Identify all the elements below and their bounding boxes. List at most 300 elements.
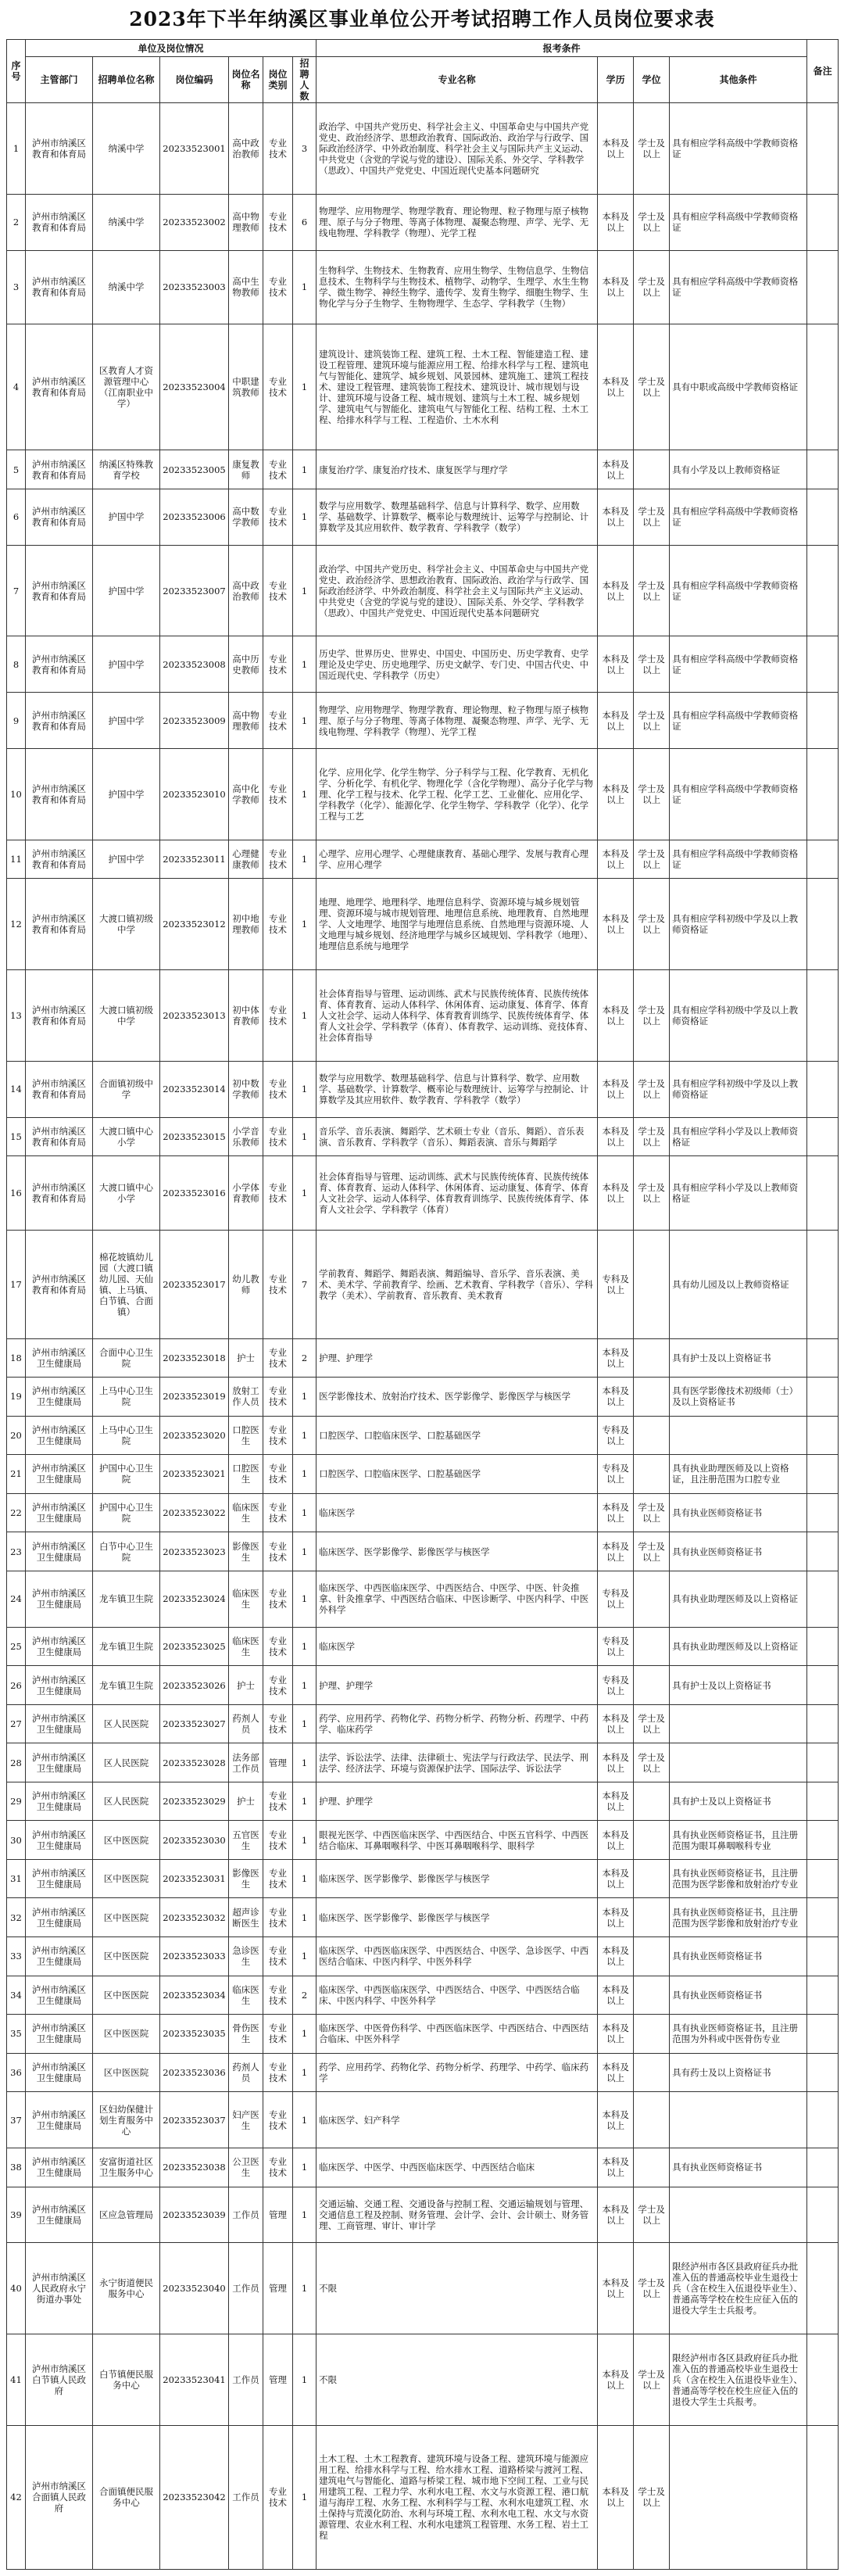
cell-post: 影像医生: [229, 1859, 263, 1898]
cell-unit: 大渡口镇初级中学: [93, 970, 160, 1062]
cell-num: 1: [293, 1821, 316, 1860]
cell-remark: [807, 1976, 839, 2015]
cell-other: 具有中职或高级中学教师资格证: [670, 324, 807, 450]
cell-unit: 永宁街道便民服务中心: [93, 2243, 160, 2334]
cell-num: 1: [293, 1493, 316, 1532]
cell-remark: [807, 2243, 839, 2334]
cell-other: 具有执业助理医师及以上资格证: [670, 1627, 807, 1666]
table-row: [7, 2053, 839, 2092]
cell-remark: [807, 1117, 839, 1156]
cell-unit: 区中医医院: [93, 1976, 160, 2015]
cell-major: 药学、应用药学、药物化学、药物分析学、药物分析、药理学、中药学、临床药学: [316, 1704, 598, 1743]
cell-other: 具有执业医师资格证书: [670, 1936, 807, 1976]
cell-other: 具有相应学科高级中学教师资格证: [670, 489, 807, 545]
cell-unit: 护国中学: [93, 693, 160, 749]
cell-type: 专业技术: [263, 1666, 293, 1705]
cell-other: [670, 1743, 807, 1782]
cell-seq: 31: [7, 1859, 26, 1898]
table-body: [7, 103, 839, 2570]
cell-code: 20233523038: [160, 2148, 229, 2187]
cell-type: 专业技术: [263, 1627, 293, 1666]
cell-major: 临床医学、中医学、中西医临床医学、中西医结合临床: [316, 2148, 598, 2187]
cell-code: 20233523007: [160, 545, 229, 636]
cell-seq: 25: [7, 1627, 26, 1666]
table-row: [7, 1230, 839, 1338]
cell-seq: 10: [7, 749, 26, 840]
table-row: [7, 1743, 839, 1782]
table-row: [7, 1156, 839, 1230]
cell-post: 高中物理教师: [229, 194, 263, 250]
cell-unit: 白节镇便民服务中心: [93, 2334, 160, 2426]
cell-other: 具有相应学科高级中学教师资格证: [670, 194, 807, 250]
cell-seq: 38: [7, 2148, 26, 2187]
cell-seq: 8: [7, 636, 26, 693]
cell-post: 临床医生: [229, 1627, 263, 1666]
cell-dept: 泸州市纳溪区卫生健康局: [26, 1821, 93, 1860]
cell-code: 20233523036: [160, 2053, 229, 2092]
cell-dept: 泸州市纳溪区教育和体育局: [26, 636, 93, 693]
cell-num: 1: [293, 1627, 316, 1666]
cell-num: 1: [293, 1416, 316, 1455]
cell-dept: 泸州市纳溪区教育和体育局: [26, 450, 93, 489]
cell-other: 具有执业医师资格证书，且注册范围为医学影像和放射治疗专业: [670, 1859, 807, 1898]
cell-post: 初中体育教师: [229, 970, 263, 1062]
cell-code: 20233523037: [160, 2092, 229, 2148]
cell-unit: 区中医医院: [93, 1859, 160, 1898]
cell-post: 临床医生: [229, 1493, 263, 1532]
cell-other: 具有医学影像技术初级师（士）及以上资格证书: [670, 1378, 807, 1417]
cell-degree: [634, 1455, 670, 1494]
cell-type: 专业技术: [263, 636, 293, 693]
cell-code: 20233523016: [160, 1156, 229, 1230]
cell-dept: 泸州市纳溪区教育和体育局: [26, 103, 93, 195]
cell-code: 20233523015: [160, 1117, 229, 1156]
cell-dept: 泸州市纳溪区教育和体育局: [26, 879, 93, 970]
cell-remark: [807, 194, 839, 250]
cell-seq: 17: [7, 1230, 26, 1338]
cell-unit: 棉花坡镇幼儿园（大渡口镇幼儿园、天仙镇、上马镇、白节镇、合面镇）: [93, 1230, 160, 1338]
cell-unit: 白节中心卫生院: [93, 1532, 160, 1571]
cell-seq: 42: [7, 2425, 26, 2569]
cell-other: 具有相应学科初级中学及以上教师资格证: [670, 1061, 807, 1117]
cell-post: 高中政治教师: [229, 103, 263, 195]
header-type: 岗位类别: [263, 57, 293, 103]
cell-remark: [807, 1743, 839, 1782]
cell-num: 1: [293, 1156, 316, 1230]
cell-degree: 学士及以上: [634, 489, 670, 545]
cell-degree: 学士及以上: [634, 2334, 670, 2426]
cell-type: 专业技术: [263, 1061, 293, 1117]
cell-seq: 13: [7, 970, 26, 1062]
cell-dept: 泸州市纳溪区教育和体育局: [26, 1156, 93, 1230]
cell-remark: [807, 1898, 839, 1937]
cell-major: 临床医学、中西医临床医学、中西医结合、中医学、中西医结合临床、中医内科学、中医外科学: [316, 1976, 598, 2015]
cell-num: 1: [293, 2092, 316, 2148]
cell-dept: 泸州市纳溪区教育和体育局: [26, 840, 93, 879]
table-row: [7, 2334, 839, 2426]
cell-seq: 3: [7, 250, 26, 324]
cell-other: 具有药士及以上资格证书: [670, 2053, 807, 2092]
table-row: [7, 1532, 839, 1571]
cell-remark: [807, 1532, 839, 1571]
cell-major: 化学、应用化学、化学生物学、分子科学与工程、化学教育、无机化学、分析化学、有机化学、物理化学（含化学物理）、高分子化学与物理、化学工程与技术、化学工程、化学工艺、工业催化、应用化学、学科教学（化学）、能源化学、化学生物学、学科教学（化学）、化学工程与工艺: [316, 749, 598, 840]
header-group-req: 报考条件: [316, 40, 807, 57]
cell-post: 高中生物教师: [229, 250, 263, 324]
cell-dept: 泸州市纳溪区教育和体育局: [26, 545, 93, 636]
cell-seq: 27: [7, 1704, 26, 1743]
cell-remark: [807, 1493, 839, 1532]
cell-code: 20233523009: [160, 693, 229, 749]
cell-other: 具有相应学科高级中学教师资格证: [670, 840, 807, 879]
cell-other: [670, 2425, 807, 2569]
cell-edu: 专科及以上: [598, 1455, 634, 1494]
cell-remark: [807, 1455, 839, 1494]
cell-other: 具有执业医师资格证书，且注册范围为外科或中医骨伤专业: [670, 2015, 807, 2054]
table-row: [7, 1571, 839, 1627]
cell-remark: [807, 1338, 839, 1378]
cell-post: 幼儿教师: [229, 1230, 263, 1338]
cell-dept: 泸州市纳溪区卫生健康局: [26, 1532, 93, 1571]
cell-degree: 学士及以上: [634, 749, 670, 840]
cell-other: [670, 1704, 807, 1743]
cell-post: 初中数学教师: [229, 1061, 263, 1117]
cell-unit: 护国中学: [93, 840, 160, 879]
cell-dept: 泸州市纳溪区卫生健康局: [26, 1666, 93, 1705]
cell-edu: 本科及以上: [598, 636, 634, 693]
cell-unit: 护国中学: [93, 545, 160, 636]
cell-remark: [807, 636, 839, 693]
cell-dept: 泸州市纳溪区卫生健康局: [26, 2092, 93, 2148]
cell-type: 专业技术: [263, 1532, 293, 1571]
cell-other: 限经泸州市各区县政府征兵办批准入伍的普通高校毕业生退役士兵（含在校生入伍退役毕业生）、普通高等学校在校生应征入伍的退役大学生士兵报考。: [670, 2334, 807, 2426]
table-row: [7, 2015, 839, 2054]
cell-edu: 本科及以上: [598, 1782, 634, 1821]
cell-seq: 6: [7, 489, 26, 545]
cell-seq: 7: [7, 545, 26, 636]
cell-other: 限经泸州市各区县政府征兵办批准入伍的普通高校毕业生退役士兵（含在校生入伍退役毕业生）、普通高等学校在校生应征入伍的退役大学生士兵报考。: [670, 2243, 807, 2334]
cell-remark: [807, 250, 839, 324]
table-row: [7, 2187, 839, 2243]
cell-other: 具有执业医师资格证书，且注册范围为医学影像和放射治疗专业: [670, 1898, 807, 1937]
cell-edu: 本科及以上: [598, 2148, 634, 2187]
cell-seq: 23: [7, 1532, 26, 1571]
cell-major: 建筑设计、建筑装饰工程、建筑工程、土木工程、智能建造工程、建设工程管理、建筑环境与能源应用工程、给排水科学与工程、建筑电气与智能化、建筑学、城乡规划、风景园林、建筑施工、建筑工程技术、建设工程管理、建筑装饰工程技术、建筑设计、城市规划与设计、建筑环境与设备工程、城市规划、建筑与土木工程、城乡规划学、建筑电气与智能化、建筑电气与智能化工程、结构工程、土木工程、给排水科学与工程、工程造价、土木水利: [316, 324, 598, 450]
cell-type: 专业技术: [263, 2015, 293, 2054]
cell-post: 放射工作人员: [229, 1378, 263, 1417]
cell-post: 护士: [229, 1338, 263, 1378]
cell-seq: 14: [7, 1061, 26, 1117]
cell-dept: 泸州市纳溪区教育和体育局: [26, 693, 93, 749]
cell-major: 数学与应用数学、数理基础科学、信息与计算科学、数学、应用数学、基础数学、计算数学、概率论与数理统计、运筹学与控制论、计算数学及其应用软件、数学教育、学科教学（数学）: [316, 489, 598, 545]
cell-major: 生物科学、生物技术、生物教育、应用生物学、生物信息学、生物信息技术、生物科学与生物技术、植物学、动物学、生理学、水生生物学、微生物学、神经生物学、遗传学、发育生物学、细胞生物学、生物化学与分子生物学、生物物理学、生态学、学科教学（生物）: [316, 250, 598, 324]
cell-num: 1: [293, 250, 316, 324]
cell-type: 专业技术: [263, 1378, 293, 1417]
cell-degree: 学士及以上: [634, 970, 670, 1062]
cell-remark: [807, 1666, 839, 1705]
cell-num: 1: [293, 1571, 316, 1627]
cell-type: 专业技术: [263, 103, 293, 195]
cell-type: 专业技术: [263, 450, 293, 489]
cell-remark: [807, 1378, 839, 1417]
cell-remark: [807, 749, 839, 840]
header-other: 其他条件: [670, 57, 807, 103]
cell-other: 具有相应学科小学及以上教师资格证: [670, 1117, 807, 1156]
cell-post: 工作员: [229, 2334, 263, 2426]
cell-code: 20233523035: [160, 2015, 229, 2054]
cell-edu: 本科及以上: [598, 1156, 634, 1230]
cell-degree: 学士及以上: [634, 194, 670, 250]
cell-edu: 本科及以上: [598, 1976, 634, 2015]
cell-code: 20233523024: [160, 1571, 229, 1627]
cell-type: 专业技术: [263, 2053, 293, 2092]
header-group-post: 单位及岗位情况: [26, 40, 316, 57]
cell-edu: 本科及以上: [598, 1493, 634, 1532]
cell-code: 20233523005: [160, 450, 229, 489]
cell-remark: [807, 879, 839, 970]
cell-degree: [634, 1416, 670, 1455]
cell-remark: [807, 1156, 839, 1230]
cell-remark: [807, 1627, 839, 1666]
cell-seq: 2: [7, 194, 26, 250]
cell-post: 药剂人员: [229, 2053, 263, 2092]
cell-dept: 泸州市纳溪区教育和体育局: [26, 250, 93, 324]
cell-degree: 学士及以上: [634, 1743, 670, 1782]
header-major: 专业名称: [316, 57, 598, 103]
cell-remark: [807, 324, 839, 450]
header-num: 招聘人数: [293, 57, 316, 103]
cell-num: 1: [293, 2425, 316, 2569]
cell-edu: 本科及以上: [598, 1378, 634, 1417]
cell-unit: 上马中心卫生院: [93, 1378, 160, 1417]
cell-major: 临床医学、中医骨伤科学、中西医临床医学、中西医结合、中西医结合临床、中医外科学: [316, 2015, 598, 2054]
cell-other: [670, 1416, 807, 1455]
cell-num: 1: [293, 970, 316, 1062]
cell-code: 20233523021: [160, 1455, 229, 1494]
cell-dept: 泸州市纳溪区卫生健康局: [26, 1936, 93, 1976]
cell-num: 1: [293, 636, 316, 693]
cell-unit: 合面中心卫生院: [93, 1338, 160, 1378]
cell-degree: [634, 1859, 670, 1898]
cell-dept: 泸州市纳溪区卫生健康局: [26, 1378, 93, 1417]
cell-code: 20233523042: [160, 2425, 229, 2569]
cell-unit: 护国中心卫生院: [93, 1455, 160, 1494]
cell-major: 物理学、应用物理学、物理学教育、理论物理、粒子物理与原子核物理、原子与分子物理、等离子体物理、凝聚态物理、声学、光学、无线电物理、学科教学（物理）、光学工程: [316, 194, 598, 250]
cell-dept: 泸州市纳溪区卫生健康局: [26, 1571, 93, 1627]
cell-type: 专业技术: [263, 1230, 293, 1338]
table-row: [7, 1378, 839, 1417]
cell-post: 妇产医生: [229, 2092, 263, 2148]
cell-type: 专业技术: [263, 1493, 293, 1532]
cell-code: 20233523012: [160, 879, 229, 970]
cell-edu: 本科及以上: [598, 749, 634, 840]
cell-seq: 5: [7, 450, 26, 489]
cell-edu: 本科及以上: [598, 1936, 634, 1976]
cell-num: 1: [293, 749, 316, 840]
cell-edu: 本科及以上: [598, 250, 634, 324]
cell-degree: 学士及以上: [634, 636, 670, 693]
cell-edu: 专科及以上: [598, 1230, 634, 1338]
cell-other: 具有护士及以上资格证书: [670, 1338, 807, 1378]
cell-remark: [807, 970, 839, 1062]
cell-num: 1: [293, 1898, 316, 1937]
table-row: [7, 194, 839, 250]
cell-degree: 学士及以上: [634, 103, 670, 195]
cell-major: 社会体育指导与管理、运动训练、武术与民族传统体育、民族传统体育、体育教育、运动人体科学、休闲体育、运动康复、体育学、体育人文社会学、运动人体科学、体育教育训练学、民族传统体育学、体育人文社会学、学科教学（体育）: [316, 1156, 598, 1230]
cell-type: 专业技术: [263, 2425, 293, 2569]
cell-post: 工作员: [229, 2425, 263, 2569]
cell-major: 临床医学、中西医临床医学、中西医结合、中医学、中医、针灸推拿、针灸推拿学、中西医结合临床、中医诊断学、中医内科学、中医外科学: [316, 1571, 598, 1627]
cell-dept: 泸州市纳溪区人民政府永宁街道办事处: [26, 2243, 93, 2334]
cell-num: 2: [293, 1976, 316, 2015]
cell-post: 超声诊断医生: [229, 1898, 263, 1937]
cell-degree: 学士及以上: [634, 840, 670, 879]
cell-degree: 学士及以上: [634, 1493, 670, 1532]
cell-remark: [807, 545, 839, 636]
table-row: [7, 1117, 839, 1156]
cell-code: 20233523023: [160, 1532, 229, 1571]
cell-degree: [634, 450, 670, 489]
cell-major: 康复治疗学、康复治疗技术、康复医学与理疗学: [316, 450, 598, 489]
cell-edu: 本科及以上: [598, 2243, 634, 2334]
table-row: [7, 2092, 839, 2148]
cell-code: 20233523020: [160, 1416, 229, 1455]
cell-other: 具有护士及以上资格证书: [670, 1666, 807, 1705]
cell-type: 专业技术: [263, 1416, 293, 1455]
cell-type: 专业技术: [263, 1704, 293, 1743]
cell-major: 物理学、应用物理学、物理学教育、理论物理、粒子物理与原子核物理、原子与分子物理、等离子体物理、凝聚态物理、声学、光学、无线电物理、学科教学（物理）、光学工程: [316, 693, 598, 749]
cell-num: 1: [293, 1936, 316, 1976]
cell-type: 专业技术: [263, 1898, 293, 1937]
cell-degree: 学士及以上: [634, 2425, 670, 2569]
cell-degree: [634, 1898, 670, 1937]
cell-code: 20233523013: [160, 970, 229, 1062]
cell-degree: [634, 1821, 670, 1860]
cell-edu: 本科及以上: [598, 103, 634, 195]
cell-code: 20233523040: [160, 2243, 229, 2334]
cell-seq: 11: [7, 840, 26, 879]
cell-code: 20233523008: [160, 636, 229, 693]
cell-remark: [807, 2148, 839, 2187]
cell-major: 护理、护理学: [316, 1338, 598, 1378]
cell-edu: 本科及以上: [598, 1704, 634, 1743]
table-row: [7, 1455, 839, 1494]
cell-other: 具有执业医师资格证书: [670, 1493, 807, 1532]
cell-degree: 学士及以上: [634, 1704, 670, 1743]
cell-other: [670, 2187, 807, 2243]
cell-dept: 泸州市纳溪区卫生健康局: [26, 1898, 93, 1937]
header-seq: 序号: [7, 40, 26, 103]
cell-type: 管理: [263, 2334, 293, 2426]
cell-edu: 本科及以上: [598, 2053, 634, 2092]
cell-degree: 学士及以上: [634, 2243, 670, 2334]
cell-post: 高中物理教师: [229, 693, 263, 749]
table-row: [7, 636, 839, 693]
cell-degree: [634, 2092, 670, 2148]
cell-dept: 泸州市纳溪区教育和体育局: [26, 1117, 93, 1156]
cell-edu: 本科及以上: [598, 693, 634, 749]
cell-type: 专业技术: [263, 2092, 293, 2148]
cell-seq: 30: [7, 1821, 26, 1860]
cell-type: 管理: [263, 1743, 293, 1782]
cell-post: 工作员: [229, 2243, 263, 2334]
cell-code: 20233523027: [160, 1704, 229, 1743]
cell-major: 临床医学、妇产科学: [316, 2092, 598, 2148]
cell-unit: 大渡口镇中心小学: [93, 1117, 160, 1156]
cell-degree: [634, 1378, 670, 1417]
cell-post: 康复教师: [229, 450, 263, 489]
cell-edu: 本科及以上: [598, 1532, 634, 1571]
cell-major: 药学、应用药学、药物化学、药物分析学、药理学、中药学、临床药学: [316, 2053, 598, 2092]
cell-unit: 上马中心卫生院: [93, 1416, 160, 1455]
cell-code: 20233523006: [160, 489, 229, 545]
header-degree: 学位: [634, 57, 670, 103]
cell-major: 不限: [316, 2334, 598, 2426]
cell-post: 高中历史教师: [229, 636, 263, 693]
cell-code: 20233523018: [160, 1338, 229, 1378]
cell-remark: [807, 2187, 839, 2243]
cell-degree: 学士及以上: [634, 1532, 670, 1571]
cell-code: 20233523025: [160, 1627, 229, 1666]
cell-other: 具有相应学科高级中学教师资格证: [670, 545, 807, 636]
table-row: [7, 1704, 839, 1743]
cell-major: 交通运输、交通工程、交通设备与控制工程、交通运输规划与管理、交通信息工程及控制、财务管理、会计学、会计、会计硕士、财务管理、工商管理、审计、审计学: [316, 2187, 598, 2243]
table-row: [7, 1416, 839, 1455]
cell-dept: 泸州市纳溪区教育和体育局: [26, 489, 93, 545]
cell-remark: [807, 1821, 839, 1860]
cell-major: 临床医学、医学影像学、影像医学与核医学: [316, 1859, 598, 1898]
cell-degree: [634, 2053, 670, 2092]
cell-other: 具有相应学科高级中学教师资格证: [670, 693, 807, 749]
cell-seq: 40: [7, 2243, 26, 2334]
document-title: 2023年下半年纳溪区事业单位公开考试招聘工作人员岗位要求表: [129, 8, 715, 30]
cell-edu: 本科及以上: [598, 545, 634, 636]
cell-edu: 本科及以上: [598, 324, 634, 450]
cell-unit: 护国中学: [93, 636, 160, 693]
cell-post: 小学音乐教师: [229, 1117, 263, 1156]
cell-other: 具有相应学科初级中学及以上教师资格证: [670, 970, 807, 1062]
cell-other: 具有相应学科高级中学教师资格证: [670, 250, 807, 324]
cell-major: 护理、护理学: [316, 1666, 598, 1705]
cell-num: 1: [293, 879, 316, 970]
cell-code: 20233523028: [160, 1743, 229, 1782]
cell-major: 口腔医学、口腔临床医学、口腔基础医学: [316, 1416, 598, 1455]
cell-code: 20233523041: [160, 2334, 229, 2426]
cell-post: 法务部工作员: [229, 1743, 263, 1782]
cell-remark: [807, 1704, 839, 1743]
cell-degree: 学士及以上: [634, 2187, 670, 2243]
cell-degree: 学士及以上: [634, 879, 670, 970]
cell-unit: 安富街道社区卫生服务中心: [93, 2148, 160, 2187]
cell-type: 专业技术: [263, 545, 293, 636]
cell-remark: [807, 693, 839, 749]
cell-num: 1: [293, 1704, 316, 1743]
cell-unit: 合面镇初级中学: [93, 1061, 160, 1117]
cell-num: 7: [293, 1230, 316, 1338]
header-edu: 学历: [598, 57, 634, 103]
cell-edu: 专科及以上: [598, 1416, 634, 1455]
cell-num: 1: [293, 1859, 316, 1898]
cell-type: 专业技术: [263, 1936, 293, 1976]
cell-dept: 泸州市纳溪区卫生健康局: [26, 1416, 93, 1455]
cell-major: 法学、诉讼法学、法律、法律硕士、宪法学与行政法学、民法学、刑法学、经济法学、环境与资源保护法学、国际法学、诉讼法学: [316, 1743, 598, 1782]
cell-num: 6: [293, 194, 316, 250]
cell-dept: 泸州市纳溪区卫生健康局: [26, 1782, 93, 1821]
cell-degree: [634, 1666, 670, 1705]
cell-edu: 本科及以上: [598, 2425, 634, 2569]
table-row: [7, 749, 839, 840]
cell-unit: 龙车镇卫生院: [93, 1666, 160, 1705]
cell-dept: 泸州市纳溪区卫生健康局: [26, 1493, 93, 1532]
